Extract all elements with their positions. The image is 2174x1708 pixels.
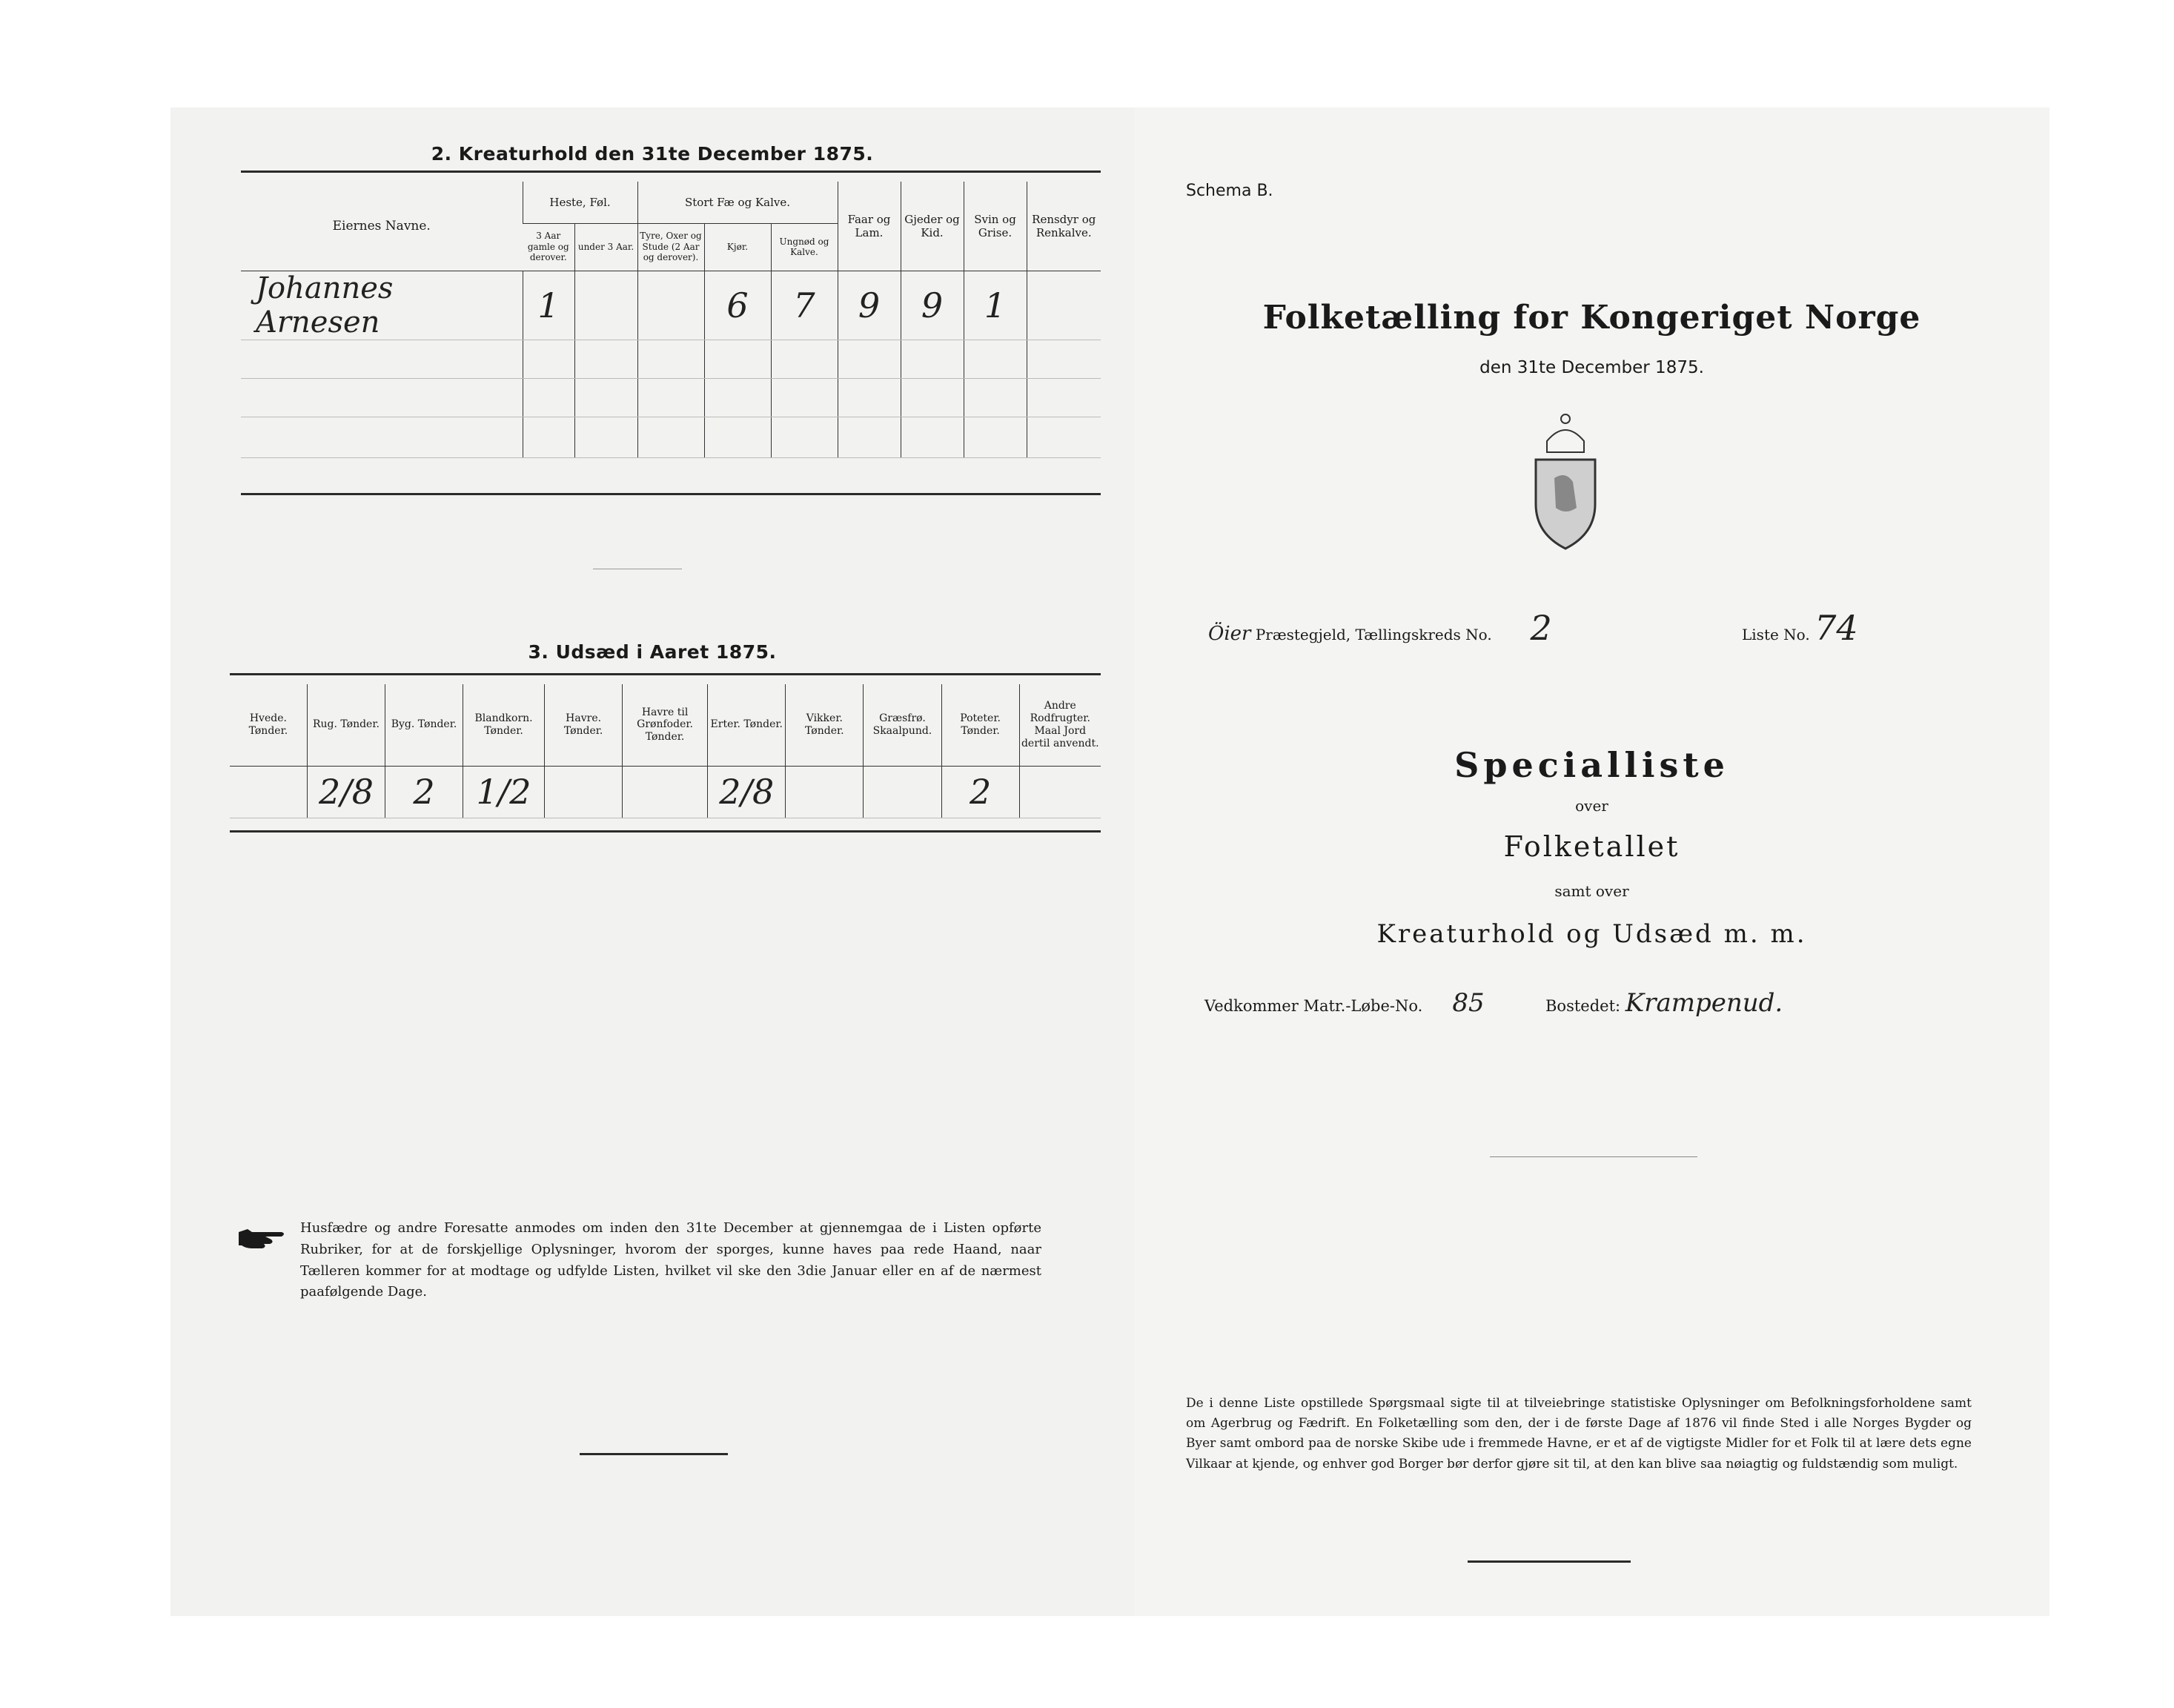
gjeder-header: Gjeder og Kid.: [901, 182, 964, 271]
crop-value: [786, 766, 864, 818]
crop-value: [545, 766, 623, 818]
section3-title: 3. Udsæd i Aaret 1875.: [528, 641, 777, 663]
section2-top-rule: [241, 171, 1101, 173]
heste-young-header: under 3 Aar.: [574, 223, 637, 271]
crop-value: 2/8: [708, 766, 786, 818]
liste-line: [1742, 608, 1858, 648]
matr-label: Vedkommer Matr.-Løbe-No.: [1204, 997, 1423, 1015]
samt-over-label: samt over: [1554, 882, 1629, 900]
ungnod-cell: 7: [771, 271, 838, 340]
specialliste-title: Specialliste: [1454, 745, 1729, 785]
crop-value: 2: [941, 766, 1019, 818]
crop-header: Vikker. Tønder.: [786, 684, 864, 766]
closing-rule: [580, 1453, 728, 1455]
table-row: [241, 417, 1101, 457]
bosted-line: [1545, 988, 1783, 1018]
ungnod-header: Ungnød og Kalve.: [771, 223, 838, 271]
heste-old-cell: 1: [523, 271, 574, 340]
pointing-hand-icon: [237, 1223, 289, 1253]
main-title: Folketælling for Kongeriget Norge: [1262, 299, 1921, 337]
tyre-cell: [637, 271, 704, 340]
crop-header: Erter. Tønder.: [708, 684, 786, 766]
liste-number: 74: [1815, 608, 1858, 648]
crops-table: [230, 684, 1101, 818]
notice-text: Husfædre og andre Foresatte anmodes om inden den 31te December at gjennemgaa de i Listen opførte Rubriker, for at de forskjellige Oplysninger, hvorom der sporges, kunne haves paa rede Haand, naar Tælleren kommer for at modtage og udfylde Listen, hvilket vil ske den 3die Januar eller en af de nærmest paafølgende Dage.: [300, 1220, 1041, 1300]
crop-value: 2: [385, 766, 463, 818]
crop-value: 1/2: [463, 766, 544, 818]
gjeder-cell: 9: [901, 271, 964, 340]
kjor-cell: 6: [704, 271, 771, 340]
section3-bottom-rule: [230, 830, 1101, 833]
crop-header: Havre. Tønder.: [545, 684, 623, 766]
crop-value: [864, 766, 941, 818]
crop-header: Byg. Tønder.: [385, 684, 463, 766]
prestegjeld-line: [1208, 608, 1585, 648]
prestegjeld-name: Öier: [1208, 623, 1251, 645]
matr-line: [1204, 988, 1509, 1018]
rensdyr-header: Rensdyr og Renkalve.: [1027, 182, 1101, 271]
matr-number: 85: [1452, 988, 1485, 1018]
crop-value: [230, 766, 307, 818]
heste-old-header: 3 Aar gamle og derover.: [523, 223, 574, 271]
livestock-table: [241, 182, 1101, 458]
crop-value: [623, 766, 708, 818]
crop-value: 2/8: [307, 766, 385, 818]
rensdyr-cell: [1027, 271, 1101, 340]
crop-header: Havre til Grønfoder. Tønder.: [623, 684, 708, 766]
faar-header: Faar og Lam.: [838, 182, 901, 271]
divider: [1490, 1156, 1697, 1157]
crop-header: Poteter. Tønder.: [941, 684, 1019, 766]
crop-header: Blandkorn. Tønder.: [463, 684, 544, 766]
svin-cell: 1: [964, 271, 1027, 340]
footer-text: De i denne Liste opstillede Spørgsmaal sigte til at tilveiebringe statistiske Oplysninger om Befolkningsforholdene samt om Agerbrug og Fædrift. En Folketælling som den, der i de første Dage af 1876 vil finde Sted i alle Norges Bygder og Byer samt ombord paa de norske Skibe ude i fremmede Havne, er et af de vigtigste Midler for et Folk til at lære dets egne Vilkaar at kjende, og enhver god Borger bør derfor gjøre sit til, at den kan blive saa nøiagtig og fuldstændig som muligt.: [1186, 1396, 1972, 1472]
owner-cell: Johannes Arnesen: [241, 271, 523, 340]
section3-top-rule: [230, 673, 1101, 675]
crop-header: Hvede. Tønder.: [230, 684, 307, 766]
kreds-number: 2: [1530, 608, 1552, 648]
svin-header: Svin og Grise.: [964, 182, 1027, 271]
liste-label: Liste No.: [1742, 626, 1810, 643]
crop-header: Andre Rodfrugter. Maal Jord dertil anvendt.: [1019, 684, 1101, 766]
bosted-label: Bostedet:: [1545, 997, 1621, 1015]
kreaturhold-title: Kreaturhold og Udsæd m. m.: [1376, 919, 1807, 949]
over-label: over: [1575, 797, 1608, 815]
main-date: den 31te December 1875.: [1479, 358, 1704, 377]
folketallet-title: Folketallet: [1503, 830, 1680, 863]
owner-header: Eiernes Navne.: [241, 182, 523, 271]
prestegjeld-label: Præstegjeld, Tællingskreds No.: [1255, 626, 1492, 643]
table-row: [241, 378, 1101, 417]
section2-title: 2. Kreaturhold den 31te December 1875.: [431, 143, 874, 165]
faar-cell: 9: [838, 271, 901, 340]
right-page: [1134, 107, 2049, 1616]
kjor-header: Kjør.: [704, 223, 771, 271]
schema-label: Schema B.: [1186, 182, 1273, 200]
coat-of-arms-icon: [1525, 411, 1606, 552]
crop-value: [1019, 766, 1101, 818]
crop-header: Græsfrø. Skaalpund.: [864, 684, 941, 766]
left-page: [170, 107, 1136, 1616]
heste-young-cell: [574, 271, 637, 340]
heste-group-header: Heste, Føl.: [523, 182, 637, 223]
closing-rule: [1468, 1560, 1631, 1563]
table-row: [241, 340, 1101, 378]
bosted-value: Krampenud.: [1625, 988, 1783, 1018]
stort-group-header: Stort Fæ og Kalve.: [637, 182, 838, 223]
crop-header: Rug. Tønder.: [307, 684, 385, 766]
section2-bottom-rule: [241, 493, 1101, 495]
tyre-header: Tyre, Oxer og Stude (2 Aar og derover).: [637, 223, 704, 271]
